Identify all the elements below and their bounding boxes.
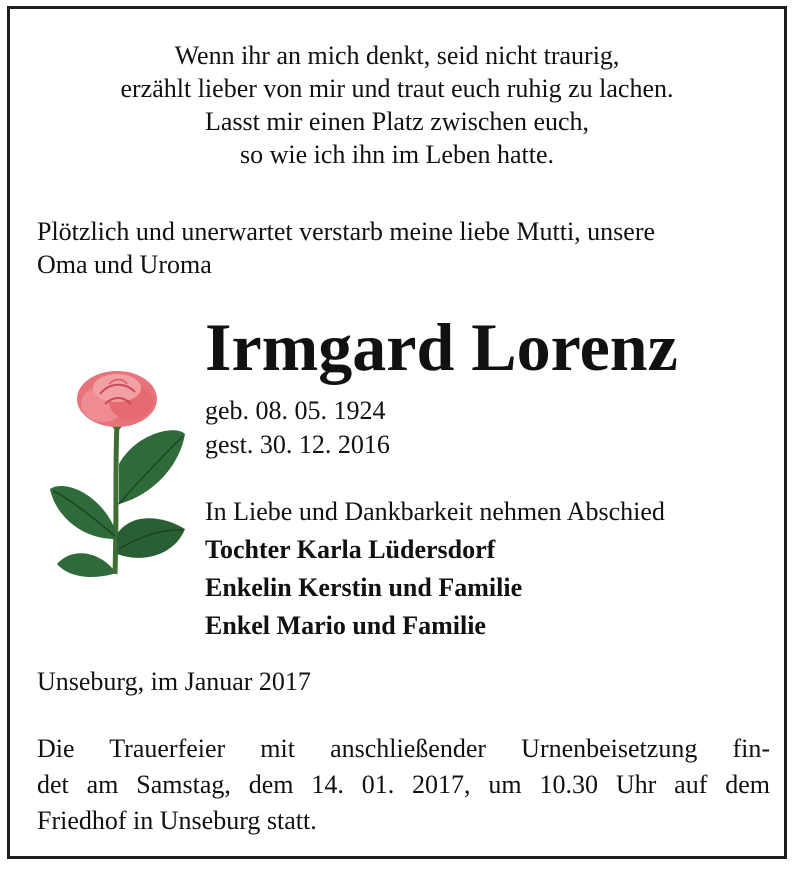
mourner-daughter: Tochter Karla Lüdersdorf (205, 535, 496, 564)
service-line-3: Friedhof in Unseburg statt. (37, 806, 317, 835)
poem-line-2: erzählt lieber von mir und traut euch ruhig zu lachen. (120, 74, 674, 103)
death-date: gest. 30. 12. 2016 (205, 430, 390, 459)
death-announcement (37, 215, 777, 281)
poem (10, 39, 784, 171)
obituary-frame (7, 6, 787, 859)
birth-date: geb. 08. 05. 1924 (205, 396, 386, 425)
service-line-2: det am Samstag, dem 14. 01. 2017, um 10.30 Uhr auf dem (37, 770, 770, 799)
life-dates (205, 394, 390, 462)
poem-line-1: Wenn ihr an mich denkt, seid nicht traurig, (174, 41, 620, 70)
rose-flower-icon (45, 364, 205, 584)
poem-line-3: Lasst mir einen Platz zwischen euch, (204, 107, 590, 136)
announcement-line-2: Oma und Uroma (37, 250, 212, 279)
deceased-name: Irmgard Lorenz (205, 309, 678, 385)
poem-line-4: so wie ich ihn im Leben hatte. (239, 140, 555, 169)
mourner-granddaughter: Enkelin Kerstin und Familie (205, 573, 523, 602)
announcement-line-1: Plötzlich und unerwartet verstarb meine liebe Mutti, unsere (37, 217, 656, 246)
mourners-intro: In Liebe und Dankbarkeit nehmen Abschied (205, 497, 665, 526)
mourner-grandson: Enkel Mario und Familie (205, 611, 486, 640)
place-and-date: Unseburg, im Januar 2017 (37, 667, 311, 696)
service-line-1: Die Trauerfeier mit anschließender Urnenbeisetzung fin- (37, 734, 770, 763)
funeral-service-info (37, 731, 770, 839)
mourners-block (205, 493, 665, 645)
